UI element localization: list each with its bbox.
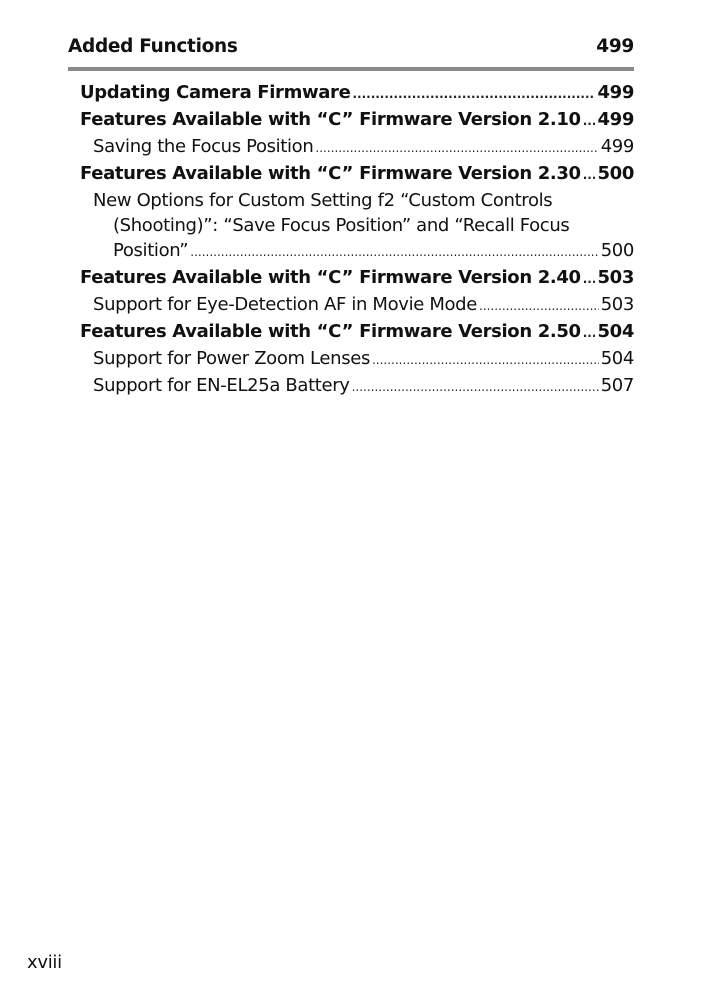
toc-entry-title: Support for EN-EL25a Battery [93, 375, 350, 396]
toc-entry-title: Features Available with “C” Firmware Version 2.30 [80, 163, 581, 184]
toc-entry[interactable] [80, 80, 634, 107]
toc-entry-page: 499 [600, 136, 634, 157]
toc-entry-page: 500 [597, 163, 634, 184]
toc-entry[interactable] [80, 265, 634, 292]
toc-subentry[interactable] [80, 188, 634, 265]
toc-entry-title-line1: New Options for Custom Setting f2 “Custom Controls [93, 190, 553, 211]
toc-entry-title: Saving the Focus Position [93, 136, 314, 157]
dot-leader [583, 320, 596, 346]
table-of-contents [80, 80, 634, 400]
toc-entry-title: Updating Camera Firmware [80, 82, 351, 103]
toc-entry-page: 503 [597, 267, 634, 288]
toc-entry-title: Features Available with “C” Firmware Version 2.10 [80, 109, 581, 130]
toc-entry[interactable] [80, 161, 634, 188]
toc-entry-title-line2: (Shooting)”: “Save Focus Position” and “Recall Focus [113, 215, 570, 236]
toc-entry-title: Support for Eye-Detection AF in Movie Mode [93, 294, 477, 315]
dot-leader [372, 348, 599, 373]
toc-entry-page: 499 [597, 109, 634, 130]
toc-subentry[interactable] [80, 292, 634, 319]
toc-entry-page: 504 [600, 348, 634, 369]
dot-leader [479, 294, 599, 319]
dot-leader [315, 136, 598, 161]
toc-subentry[interactable] [80, 373, 634, 400]
header-rule [68, 67, 634, 71]
toc-entry-page: 499 [597, 82, 634, 103]
dot-leader [190, 240, 598, 265]
dot-leader [583, 162, 596, 188]
dot-leader [352, 81, 595, 107]
section-header [68, 36, 634, 57]
toc-entry-page: 504 [597, 321, 634, 342]
page-folio: xviii [27, 952, 62, 973]
toc-subentry[interactable] [80, 346, 634, 373]
dot-leader [583, 266, 596, 292]
section-title: Added Functions [68, 36, 238, 57]
toc-entry-title: Features Available with “C” Firmware Version 2.40 [80, 267, 581, 288]
toc-entry-page: 500 [600, 240, 634, 261]
dot-leader [583, 108, 596, 134]
toc-subentry[interactable] [80, 134, 634, 161]
toc-entry[interactable] [80, 107, 634, 134]
toc-entry-title: Features Available with “C” Firmware Version 2.50 [80, 321, 581, 342]
toc-entry-page: 507 [600, 375, 634, 396]
toc-entry-title: Support for Power Zoom Lenses [93, 348, 370, 369]
toc-entry[interactable] [80, 319, 634, 346]
toc-entry-page: 503 [600, 294, 634, 315]
section-page-number: 499 [596, 36, 634, 57]
dot-leader [352, 375, 599, 400]
toc-entry-title-line3: Position” [113, 240, 189, 261]
